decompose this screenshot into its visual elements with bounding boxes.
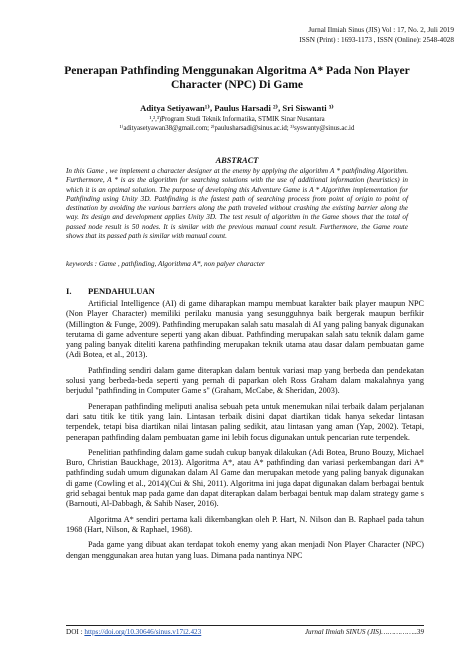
author-affiliation (40, 115, 434, 133)
doi (66, 628, 201, 637)
journal-page-number: Jurnal Ilmiah SINUS (JIS)……………..39 (304, 628, 424, 636)
doi-link[interactable]: https://doi.org/10.30646/sinus.v17i2.423 (84, 628, 202, 636)
paragraph: Pada game yang dibuat akan terdapat tokoh enemy yang akan menjadi Non Player Character (NPC) dengan menggunakan area hutan yang luas. Dimana pada nantinya NPC (66, 540, 424, 560)
doi-label: DOI : (66, 628, 85, 636)
section-title: PENDAHULUAN (88, 286, 155, 296)
paragraph: Penerapan pathfinding meliputi analisa sebuah peta untuk menemukan nilai terbaik dalam perjalanan dari satu titik ke titik yang lain. Lintasan terbaik disini dapat diartikan tidak hanya sekedar lintasan terpendek, tetapi bisa diartikan nilai lintasan paling sedikit, atau lintasan yang aman (Yap, 2002). Tetapi, penerapan pathfinding dalam pembuatan game ini lebih focus digunakan untuk pencarian rute terpendek. (66, 401, 424, 442)
abstract-heading: ABSTRACT (215, 156, 259, 165)
paragraph: Artificial Intelligence (AI) di game diharapkan mampu membuat karakter baik player maupun NPC (Non Player Character) memiliki perilaku manusia yang sesungguhnya baik bergerak maupun berfikir (Millington & Funge, 2009). Pathfinding merupakan salah satu masalah di AI yang paling banyak digunakan terutama di game adventure seperti yang akan dibuat. Pathfinding merupakan salah satu teknik dalam game yang paling banyak diteliti karena pathfinding merupakan teknik utama atau dasar dalam pembuatan game (Adi Botea, et al., 2013). (66, 299, 424, 360)
paragraph: Algoritma A* sendiri pertama kali dikembangkan oleh P. Hart, N. Nilson dan B. Raphael pada tahun 1968 (Hart, Nilson, & Raphael, 1968). (66, 514, 424, 534)
journal-volume: Jurnal Ilmiah Sinus (JIS) Vol : 17, No. 2, Juli 2019 (308, 26, 454, 34)
body-text (66, 299, 424, 566)
journal-header (224, 25, 454, 45)
section-number: I. (66, 286, 72, 296)
footer-divider (66, 625, 424, 626)
title-line-1: Penerapan Pathfinding Menggunakan Algoritma A* Pada Non Player (64, 64, 410, 77)
section-heading (66, 286, 155, 296)
journal-issn: ISSN (Print) : 1693-1173 , ISSN (Online): 2548-4028 (299, 36, 454, 44)
paper-title (40, 64, 434, 92)
author-emails: ¹⁾adityasetyawan38@gmail.com; ²⁾paulusharsadi@sinus.ac.id; ³⁾syswanty@sinus.ac.id (119, 125, 355, 132)
paragraph: Pathfinding sendiri dalam game diterapkan dalam bentuk variasi map yang berbeda dan pendekatan solusi yang berbeda-beda seperti yang pernah di paparkan oleh Ross Graham dalam makalahnya yang berjudul "pathfinding in Computer Game s" (Graham, McCabe, & Sheridan, 2003). (66, 365, 424, 396)
abstract-text: In this Game , we implement a character designer at the enemy by applying the algorithm A * pathfinding Algorithm. Furthermore, A * is as the algorithm for searching solutions with the use of additional information (heuristics) in which it is an optimal solution. The purpose of developing this Adventure Game is A * Algorithm implementation for Pathfinding using Unity 3D. Pathfinding is the fastest path of searching process from point of origin to point of destination by avoiding the various barriers along the path traveled without crashing the existing barrier along the way. Its design and development applies Unity 3D. The test result of algorithm in the Game shows that the total of passed node result is 50 nodes. It is similar with the previous manual count result. Furthermore, the Game route shows that its passed path is similar with manual count. (66, 167, 408, 240)
author-names: Aditya Setiyawan¹⁾, Paulus Harsadi ²⁾, Sri Siswanti ³⁾ (140, 103, 334, 113)
paragraph: Penelitian pathfinding dalam game sudah cukup banyak dilakukan (Adi Botea, Bruno Bouzy, Michael Buro, Christian Bauckhage, 2013). Algoritma A*, atau A* pathfinding dan variasi perkembangan dari A* pathfinding sudah umum digunakan dalam AI Game dan merupakan metode yang paling banyak digunakan di game (Cowling et al., 2014)(Cui & Shi, 2011). Algoritma ini juga dapat digunakan dalam berbagai bentuk grid sebagai bentuk map pada game dan dapat diterapkan dalam berbagai bentuk map dalam strategy game s (Barnouti, Al-Dabbagh, & Sahib Naser, 2016). (66, 447, 424, 509)
affiliation-line: ¹,²,³)Program Studi Teknik Informatika, STMIK Sinar Nusantara (149, 116, 325, 123)
title-line-2: Character (NPC) Di Game (170, 78, 304, 91)
keywords: keywords : Game , pathfinding, Algorithma A*, non palyer character (66, 260, 265, 268)
